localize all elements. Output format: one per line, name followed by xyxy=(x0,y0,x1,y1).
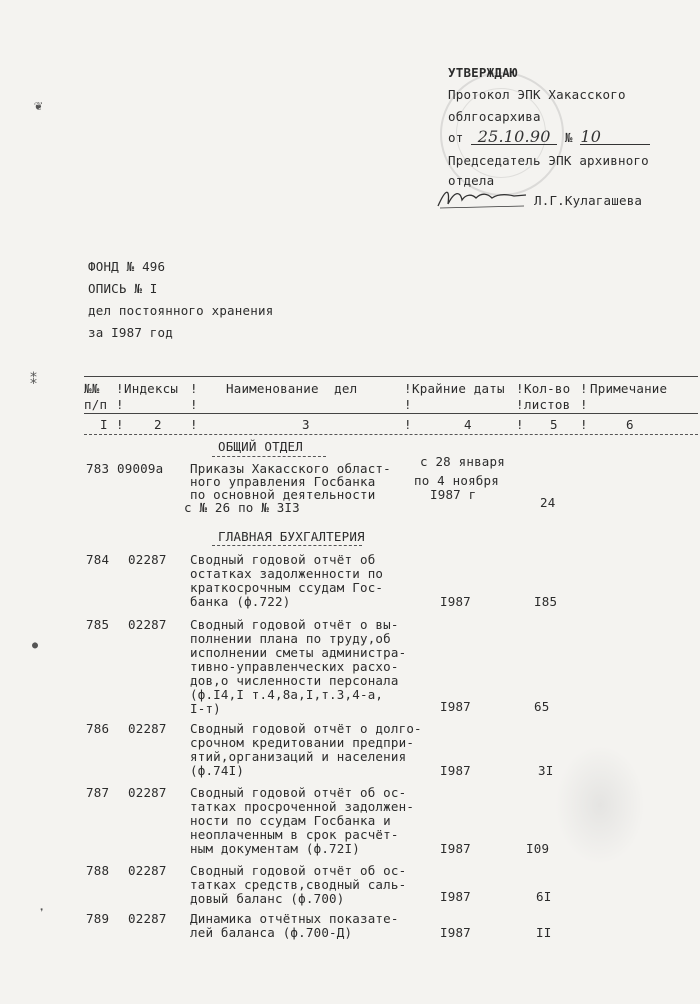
row-sheets: 3I xyxy=(538,763,554,778)
row-title-line: ного управления Госбанка xyxy=(190,474,376,489)
col-sep: ! xyxy=(404,397,412,412)
margin-mark: ⁑ xyxy=(30,372,37,388)
row-date: I987 xyxy=(440,763,471,778)
row-title-line: Сводный годовой отчёт об ос- xyxy=(190,863,407,878)
row-title-line: дов,о численности персонала xyxy=(190,673,399,688)
col-sep: ! xyxy=(190,397,198,412)
row-title-line: Сводный годовой отчёт об ос- xyxy=(190,785,407,800)
row-date: I987 г xyxy=(430,487,477,502)
row-title-line: татках просроченной задолжен- xyxy=(190,799,415,814)
colnum-2: 2 xyxy=(154,417,162,432)
row-title-line: татках средств,сводный саль- xyxy=(190,877,407,892)
row-date: I987 xyxy=(440,594,471,609)
row-title-line: довый баланс (ф.700) xyxy=(190,891,345,906)
inventory-year: за I987 год xyxy=(88,325,173,340)
row-title-line: Приказы Хакасского област- xyxy=(190,461,391,476)
approval-department: отдела xyxy=(448,173,495,188)
col-sheets-header: Кол-во xyxy=(524,381,571,396)
table-colnum-rule xyxy=(84,434,698,435)
row-date: I987 xyxy=(440,699,471,714)
approval-chair: Председатель ЭПК архивного xyxy=(448,153,649,168)
row-title-line: I-т) xyxy=(190,701,221,716)
col-note-header: Примечание xyxy=(590,381,668,396)
row-index: 02287 xyxy=(128,911,167,926)
row-sheets: I85 xyxy=(534,594,558,609)
row-title-line: краткосрочным ссудам Гос- xyxy=(190,580,384,595)
section-accounting: ГЛАВНАЯ БУХГАЛТЕРИЯ xyxy=(218,529,365,544)
col-sep: ! xyxy=(116,417,124,432)
row-index: 02287 xyxy=(128,721,167,736)
row-title-line: полнении плана по труду,об xyxy=(190,631,391,646)
approval-date-prefix: от xyxy=(448,130,464,145)
row-title-line: банка (ф.722) xyxy=(190,594,291,609)
approval-date: 25.10.90 xyxy=(471,130,557,145)
row-title-line: исполнении сметы администра- xyxy=(190,645,407,660)
row-title-line: срочном кредитовании предпри- xyxy=(190,735,415,750)
col-sep: ! xyxy=(116,381,124,396)
row-number: 786 xyxy=(86,721,110,736)
margin-mark: ● xyxy=(32,640,39,651)
row-index: 02287 xyxy=(128,785,167,800)
table-top-rule xyxy=(84,376,698,377)
colnum-6: 6 xyxy=(626,417,634,432)
colnum-5: 5 xyxy=(550,417,558,432)
section-general: ОБЩИЙ ОТДЕЛ xyxy=(218,439,303,454)
row-title-line: тивно-управленческих расхо- xyxy=(190,659,399,674)
row-title-line: Сводный годовой отчёт о вы- xyxy=(190,617,399,632)
row-title-line: Динамика отчётных показате- xyxy=(190,911,399,926)
colnum-1: I xyxy=(100,417,108,432)
approval-date-line xyxy=(448,127,650,146)
approval-protocol: Протокол ЭПК Хакасского xyxy=(448,87,626,102)
row-title-line: остатках задолженности по xyxy=(190,566,384,581)
row-date: I987 xyxy=(440,841,471,856)
inventory-kind: дел постоянного хранения xyxy=(88,303,274,318)
col-sep: ! xyxy=(516,381,524,396)
colnum-4: 4 xyxy=(464,417,472,432)
col-index-header: Индексы xyxy=(124,381,179,396)
approval-number: 10 xyxy=(580,130,650,145)
opis-number: ОПИСЬ № I xyxy=(88,281,158,296)
row-index: 09009а xyxy=(117,461,164,476)
col-num-header: №№ xyxy=(84,381,100,396)
row-title-line: Сводный годовой отчёт об xyxy=(190,552,376,567)
row-title-line: с № 26 по № 3I3 xyxy=(184,500,300,515)
section-underline xyxy=(212,456,326,457)
col-sep: ! xyxy=(190,417,198,432)
col-sep: ! xyxy=(404,417,412,432)
col-name-header: Наименование дел xyxy=(226,381,358,396)
row-number: 788 xyxy=(86,863,110,878)
margin-mark: ❜ xyxy=(38,906,46,920)
row-title-line: ности по ссудам Госбанка и xyxy=(190,813,391,828)
paper-stain xyxy=(555,745,645,865)
col-sep: ! xyxy=(580,417,588,432)
row-date: I987 xyxy=(440,889,471,904)
row-date: с 28 января xyxy=(420,454,505,469)
section-underline xyxy=(212,545,362,546)
row-index: 02287 xyxy=(128,863,167,878)
row-number: 784 xyxy=(86,552,110,567)
col-sep: ! xyxy=(404,381,412,396)
row-title-line: по основной деятельности xyxy=(190,487,376,502)
row-sheets: 65 xyxy=(534,699,550,714)
col-sep: ! xyxy=(190,381,198,396)
row-sheets: 24 xyxy=(540,495,556,510)
row-number: 789 xyxy=(86,911,110,926)
row-title-line: неоплаченным в срок расчёт- xyxy=(190,827,399,842)
col-sheets-header-2: листов xyxy=(524,397,571,412)
row-index: 02287 xyxy=(128,617,167,632)
col-sep: ! xyxy=(516,397,524,412)
row-date: I987 xyxy=(440,925,471,940)
row-title-line: ятий,организаций и населения xyxy=(190,749,407,764)
col-sep: ! xyxy=(580,381,588,396)
row-title-line: (ф.74I) xyxy=(190,763,245,778)
row-title-line: ным документам (ф.72I) xyxy=(190,841,360,856)
colnum-3: 3 xyxy=(302,417,310,432)
col-num-header-2: п/п xyxy=(84,397,108,412)
margin-mark: ❦ xyxy=(34,98,43,114)
row-number: 783 xyxy=(86,461,110,476)
col-sep: ! xyxy=(516,417,524,432)
approval-title: УТВЕРЖДАЮ xyxy=(448,65,518,80)
approval-archive: облгосархива xyxy=(448,109,541,124)
row-sheets: 6I xyxy=(536,889,552,904)
signature-icon xyxy=(436,184,528,210)
row-index: 02287 xyxy=(128,552,167,567)
row-title-line: Сводный годовой отчёт о долго- xyxy=(190,721,422,736)
row-title-line: (ф.I4,I т.4,8а,I,т.3,4-а, xyxy=(190,687,384,702)
row-number: 787 xyxy=(86,785,110,800)
col-sep: ! xyxy=(580,397,588,412)
col-dates-header: Крайние даты xyxy=(412,381,505,396)
col-sep: ! xyxy=(116,397,124,412)
row-sheets: I09 xyxy=(526,841,550,856)
row-title-line: лей баланса (ф.700-Д) xyxy=(190,925,353,940)
row-sheets: II xyxy=(536,925,552,940)
approval-number-sign: № xyxy=(564,130,573,145)
table-header-rule xyxy=(84,413,698,414)
fond-number: ФОНД № 496 xyxy=(88,259,166,274)
approval-signer: Л.Г.Кулагашева xyxy=(534,193,643,208)
row-number: 785 xyxy=(86,617,110,632)
row-date: по 4 ноября xyxy=(414,473,499,488)
